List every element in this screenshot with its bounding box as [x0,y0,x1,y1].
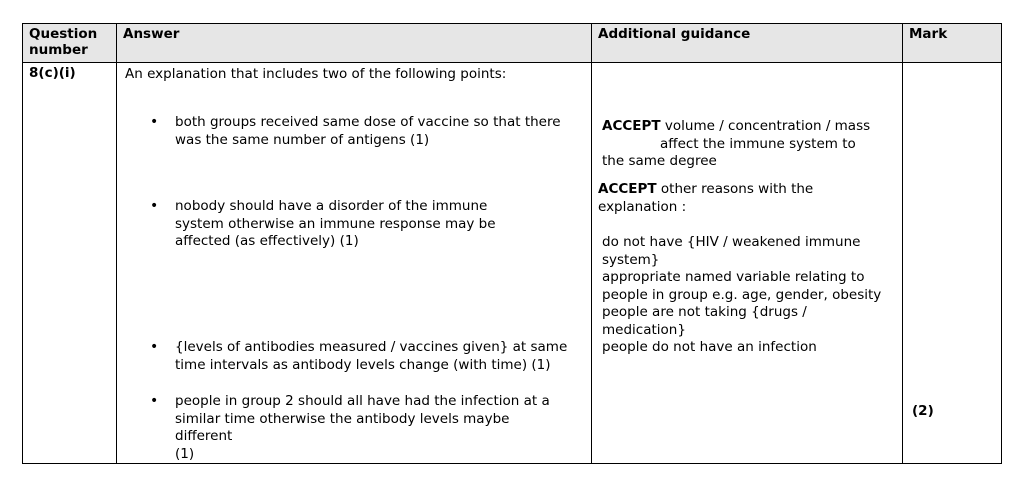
answer-point [150,339,570,374]
guidance-reasons: do not have {HIV / weakened immune system} appropriate named variable relating to people in group e.g. age, gender, obesity people are not taking {drugs / medication} people do not have an infection [602,234,882,355]
accept-keyword: ACCEPT [602,118,661,134]
guidance-accept-other [598,181,813,216]
question-number: 8(c)(i) [23,63,117,464]
answer-intro: An explanation that includes two of the following points: [125,66,507,82]
answer-point-text: people in group 2 should all have had the infection at a similar time otherwise the antibody levels maybe different (1) [175,393,550,462]
answer-point-text: both groups received same dose of vaccine so that there was the same number of antigens (1) [175,114,561,148]
answer-point-text: nobody should have a disorder of the immune system otherwise an immune response may be affected (as effectively) (1) [175,198,496,249]
guidance-cell [592,63,903,464]
answer-point [150,393,570,463]
accept-text-end: the same degree [602,153,717,169]
header-row [23,24,1002,63]
answer-point-text: {levels of antibodies measured / vaccines given} at same time intervals as antibody levels change (with time) (1) [175,339,568,373]
accept-text: volume / concentration / mass [660,118,871,134]
answer-cell [117,63,592,464]
accept-other-text: other reasons with the explanation : [598,181,814,215]
mark-cell [903,63,1002,464]
mark-value: (2) [912,403,934,419]
answer-point [150,198,570,251]
bullet-icon: • [150,339,159,355]
header-mark: Mark [903,24,1002,63]
header-additional-guidance: Additional guidance [592,24,903,63]
accept-text-continued: affect the immune system to [660,135,856,152]
bullet-icon: • [150,393,159,409]
guidance-accept-dose [602,118,870,171]
table-row [23,63,1002,464]
bullet-icon: • [150,114,159,130]
accept-keyword: ACCEPT [598,181,657,197]
mark-scheme-table [22,23,1002,464]
bullet-icon: • [150,198,159,214]
header-question-number: Question number [23,24,117,63]
header-answer: Answer [117,24,592,63]
answer-point [150,114,570,149]
